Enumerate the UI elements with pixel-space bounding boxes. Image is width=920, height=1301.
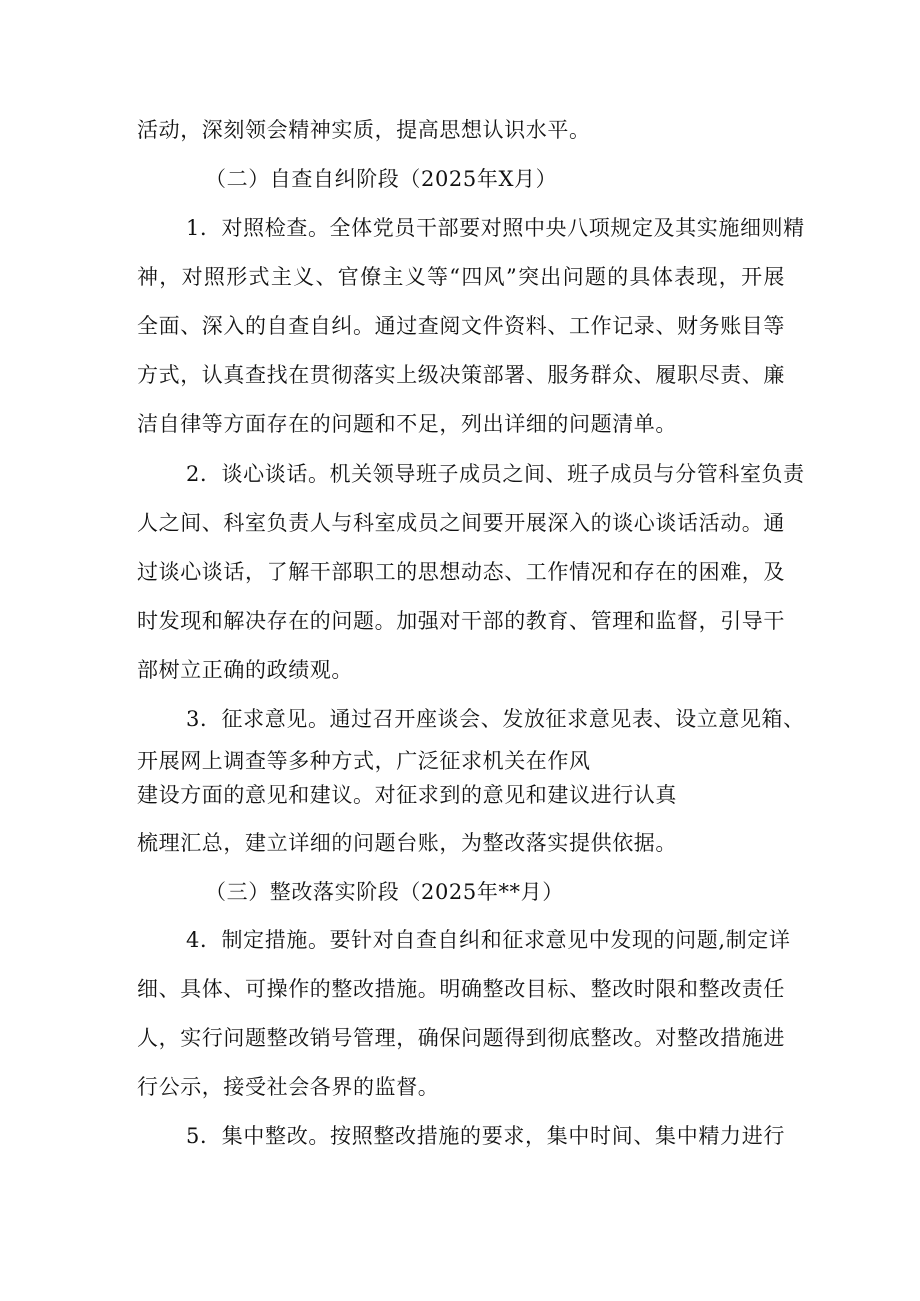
paragraph-line: 神，对照形式主义、官僚主义等“四风”突出问题的具体表现，开展 — [137, 265, 785, 289]
section-heading: （二）自查自纠阶段（2025年X月） — [205, 167, 558, 191]
paragraph-line: 1．对照检查。全体党员干部要对照中央八项规定及其实施细则精 — [186, 216, 805, 240]
paragraph-line: 5．集中整改。按照整改措施的要求，集中时间、集中精力进行 — [186, 1124, 785, 1148]
paragraph-line: 人之间、科室负责人与科室成员之间要开展深入的谈心谈话活动。通 — [137, 511, 785, 535]
paragraph-line: 3．征求意见。通过召开座谈会、发放征求意见表、设立意见箱、 — [186, 707, 805, 731]
paragraph-line: 方式，认真查找在贯彻落实上级决策部署、服务群众、履职尽责、廉 — [137, 363, 785, 387]
paragraph-line: 时发现和解决存在的问题。加强对干部的教育、管理和监督，引导干 — [137, 609, 785, 633]
paragraph-line: 2．谈心谈话。机关领导班子成员之间、班子成员与分管科室负责 — [186, 462, 805, 486]
paragraph-line: 活动，深刻领会精神实质，提高思想认识水平。 — [137, 118, 591, 142]
paragraph-line: 4．制定措施。要针对自查自纠和征求意见中发现的问题,制定详 — [186, 928, 791, 952]
paragraph-line: 洁自律等方面存在的问题和不足，列出详细的问题清单。 — [137, 412, 677, 436]
paragraph-line: 全面、深入的自查自纠。通过查阅文件资料、工作记录、财务账目等 — [137, 314, 785, 338]
paragraph-line: 开展网上调查等多种方式，广泛征求机关在作风 — [137, 749, 591, 773]
paragraph-line: 细、具体、可操作的整改措施。明确整改目标、整改时限和整改责任 — [137, 977, 785, 1001]
section-heading: （三）整改落实阶段（2025年**月） — [205, 880, 564, 904]
paragraph-line: 梳理汇总，建立详细的问题台账，为整改落实提供依据。 — [137, 831, 677, 855]
paragraph-line: 人，实行问题整改销号管理，确保问题得到彻底整改。对整改措施进 — [137, 1026, 785, 1050]
paragraph-line: 过谈心谈话，了解干部职工的思想动态、工作情况和存在的困难，及 — [137, 560, 785, 584]
paragraph-line: 部树立正确的政绩观。 — [137, 658, 353, 682]
paragraph-line: 行公示，接受社会各界的监督。 — [137, 1075, 440, 1099]
paragraph-line: 建设方面的意见和建议。对征求到的意见和建议进行认真 — [137, 783, 677, 807]
